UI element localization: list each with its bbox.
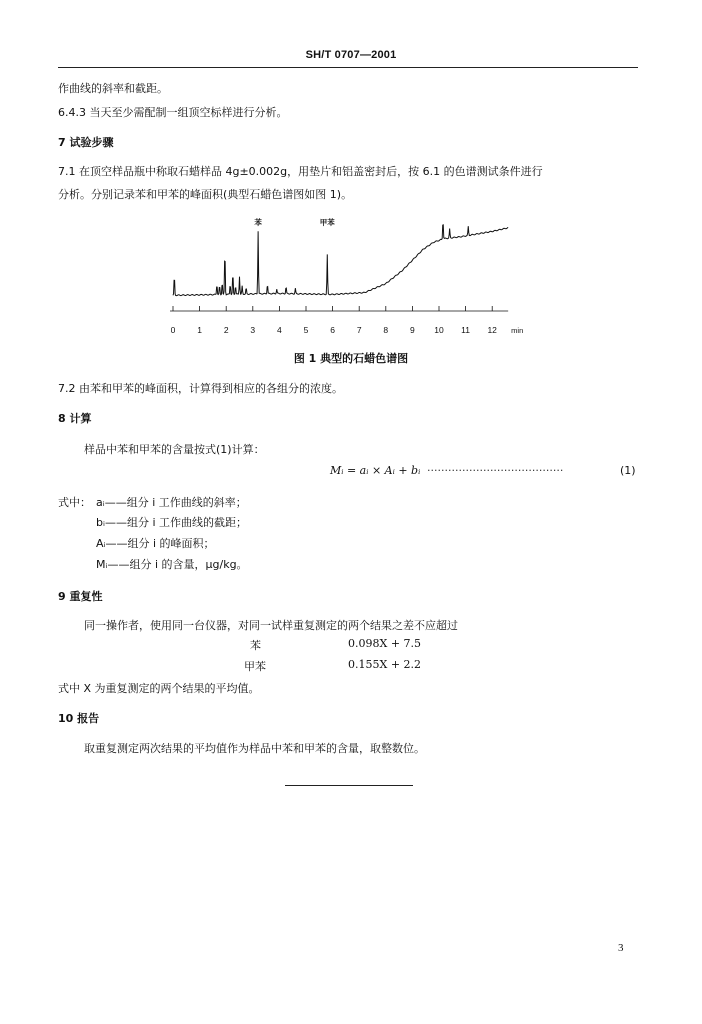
x-tick-label: 6 <box>330 325 335 335</box>
where-lead: 式中： <box>58 496 91 509</box>
rep-benzene-label: 苯 <box>250 639 261 652</box>
x-tick-label: 4 <box>277 325 282 335</box>
section-8-heading: 8 计算 <box>58 412 92 425</box>
para-10: 取重复测定两次结果的平均值作为样品中苯和甲苯的含量，取整数位。 <box>84 742 425 755</box>
para-9-note: 式中 X 为重复测定的两个结果的平均值。 <box>58 682 260 695</box>
para-8: 样品中苯和甲苯的含量按式(1)计算： <box>84 443 265 456</box>
header-standard-number: SH/T 0707—2001 <box>305 49 397 61</box>
x-tick-label: 5 <box>303 325 309 335</box>
header-rule <box>58 67 638 68</box>
formula-dots: ······································· <box>427 464 564 477</box>
x-tick-label: 12 <box>487 325 497 335</box>
para-6-4-3: 6.4.3 当天至少需配制一组顶空标样进行分析。 <box>58 106 288 119</box>
para-7-1-line1: 7.1 在顶空样品瓶中称取石蜡样品 4g±0.002g，用垫片和铝盖密封后，按 6.1 的色谱测试条件进行 <box>58 165 543 178</box>
formula-number: (1) <box>620 464 636 477</box>
para-7-2: 7.2 由苯和甲苯的峰面积，计算得到相应的各组分的浓度。 <box>58 382 343 395</box>
x-tick-label: 7 <box>356 325 362 335</box>
x-tick-label: 2 <box>223 325 229 335</box>
x-tick-label: 11 <box>461 325 471 335</box>
peak-annotation: 苯 <box>254 218 262 227</box>
rep-toluene-value: 0.155X + 2.2 <box>348 658 422 671</box>
chromatogram-chart <box>150 206 550 340</box>
page-number: 3 <box>618 942 624 954</box>
formula: Mᵢ = aᵢ × Aᵢ + bᵢ <box>330 464 421 477</box>
rep-benzene-value: 0.098X + 7.5 <box>348 637 422 650</box>
x-tick-label: 8 <box>383 325 389 335</box>
chromatogram-trace <box>173 225 508 296</box>
rep-toluene-label: 甲苯 <box>244 660 266 673</box>
def-a: aᵢ——组分 i 工作曲线的斜率； <box>96 496 247 509</box>
para-9: 同一操作者，使用同一台仪器，对同一试样重复测定的两个结果之差不应超过 <box>84 619 458 632</box>
def-A: Aᵢ——组分 i 的峰面积； <box>96 537 215 550</box>
x-tick-label: 1 <box>197 325 202 335</box>
figure-caption: 图 1 典型的石蜡色谱图 <box>293 352 409 365</box>
peak-annotation: 甲苯 <box>319 218 335 227</box>
para-7-1-line2: 分析。分别记录苯和甲苯的峰面积(典型石蜡色谱图如图 1)。 <box>58 188 353 201</box>
section-7-heading: 7 试验步骤 <box>58 136 114 149</box>
end-rule <box>285 785 413 786</box>
section-9-heading: 9 重复性 <box>58 590 103 603</box>
x-tick-label: 10 <box>434 325 444 335</box>
section-10-heading: 10 报告 <box>58 712 100 725</box>
x-tick-label: 0 <box>170 325 176 335</box>
def-M: Mᵢ——组分 i 的含量，μg/kg。 <box>96 558 248 571</box>
x-unit-label: min <box>511 326 524 335</box>
x-tick-label: 3 <box>250 325 256 335</box>
para-line: 作曲线的斜率和截距。 <box>58 82 168 95</box>
x-tick-label: 9 <box>410 325 415 335</box>
def-b: bᵢ——组分 i 工作曲线的截距； <box>96 516 247 529</box>
